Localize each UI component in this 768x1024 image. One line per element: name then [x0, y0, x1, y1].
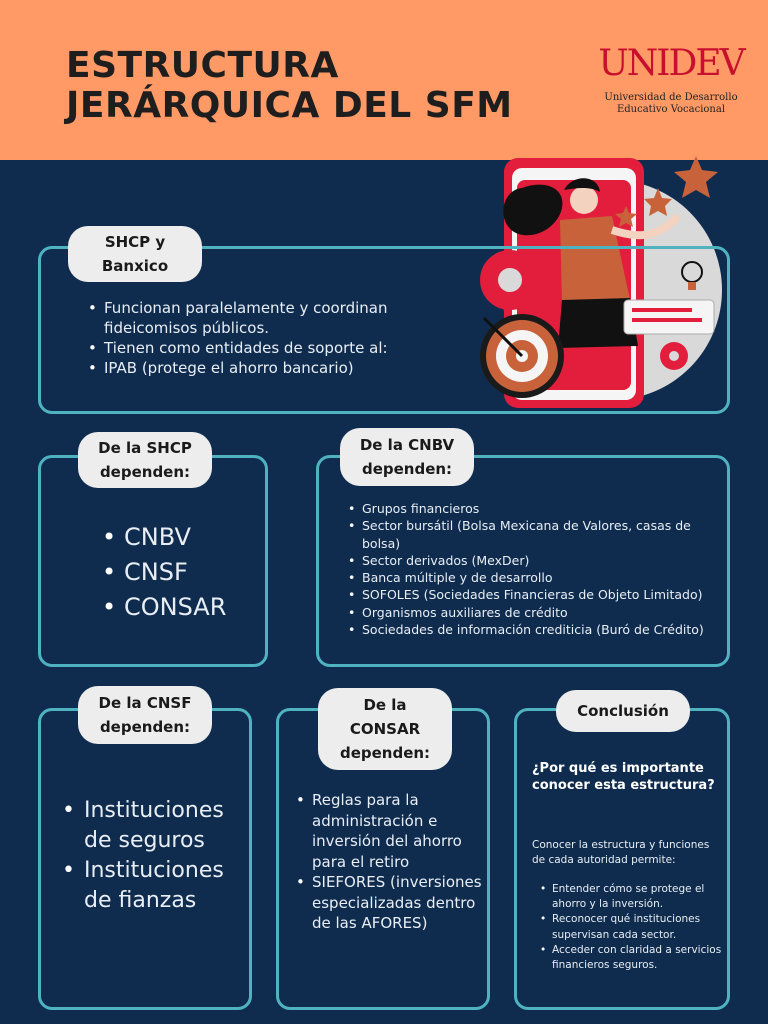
list-item: • Funcionan paralelamente y coordinan fideicomisos públicos.: [104, 298, 444, 338]
consar-label-line-2: CONSAR: [349, 720, 421, 738]
list-item: • Instituciones de seguros: [84, 796, 244, 856]
page-title: [66, 46, 513, 126]
list-item: • CONSAR: [124, 590, 226, 625]
cnbv-label: [340, 428, 474, 486]
consar-list: [312, 790, 482, 934]
cnbv-label-line-2: dependen:: [361, 460, 453, 478]
shcp-banxico-label-line-2: Banxico: [101, 257, 169, 275]
shcp-label-line-1: De la SHCP: [98, 439, 192, 457]
title-line-2: JERÁRQUICA DEL SFM: [66, 85, 513, 126]
header-banner: [0, 0, 768, 160]
list-item: • Banca múltiple y de desarrollo: [362, 569, 712, 586]
logo-subtitle: [586, 92, 756, 116]
cnsf-list: [84, 796, 244, 916]
list-item: • Sociedades de información crediticia (Buró de Crédito): [362, 621, 712, 638]
shcp-banxico-label: [68, 226, 202, 282]
list-item: • SIEFORES (inversiones especializadas dentro de las AFORES): [312, 872, 482, 934]
shcp-label: [78, 432, 212, 488]
title-line-1: ESTRUCTURA: [66, 45, 339, 86]
unidev-logo: [586, 44, 756, 116]
logo-subtitle-line-2: Educativo Vocacional: [616, 104, 726, 115]
list-item: • CNSF: [124, 555, 226, 590]
shcp-list: [124, 520, 226, 625]
woman-face: [570, 186, 598, 214]
cnsf-label-line-1: De la CNSF: [98, 694, 192, 712]
logo-wordmark: UNIDEV: [598, 43, 744, 84]
consar-label-line-3: dependen:: [339, 744, 431, 762]
consar-label-line-1: De la: [363, 696, 407, 714]
cnsf-label-line-2: dependen:: [99, 718, 191, 736]
list-item: • Instituciones de fianzas: [84, 856, 244, 916]
list-item: • CNBV: [124, 520, 226, 555]
conclusion-question: ¿Por qué es importante conocer esta estructura?: [532, 761, 715, 793]
shcp-banxico-label-line-1: SHCP y: [104, 233, 166, 251]
list-item: • Reconocer qué instituciones supervisan cada sector.: [552, 912, 722, 942]
conclusion-label-text: Conclusión: [577, 702, 669, 720]
shcp-banxico-list: [104, 298, 444, 378]
shcp-label-line-2: dependen:: [99, 463, 191, 481]
list-item: • Acceder con claridad a servicios financieros seguros.: [552, 943, 722, 973]
list-item: • IPAB (protege el ahorro bancario): [104, 358, 444, 378]
list-item: • Organismos auxiliares de crédito: [362, 604, 712, 621]
list-item: • Entender cómo se protege el ahorro y la inversión.: [552, 882, 722, 912]
list-item: • Sector bursátil (Bolsa Mexicana de Valores, casas de bolsa): [362, 517, 712, 552]
cnbv-label-line-1: De la CNBV: [359, 436, 455, 454]
conclusion-text: Conocer la estructura y funciones de cada autoridad permite:: [532, 839, 710, 866]
list-item: • SOFOLES (Sociedades Financieras de Objeto Limitado): [362, 586, 712, 603]
consar-label: [318, 688, 452, 770]
list-item: • Sector derivados (MexDer): [362, 552, 712, 569]
list-item: • Tienen como entidades de soporte al:: [104, 338, 444, 358]
conclusion-label: [556, 690, 690, 732]
cnbv-list: [362, 500, 712, 638]
cnsf-label: [78, 686, 212, 744]
logo-subtitle-line-1: Universidad de Desarrollo: [604, 92, 738, 103]
conclusion-list: [552, 882, 722, 973]
list-item: • Reglas para la administración e inversión del ahorro para el retiro: [312, 790, 482, 872]
list-item: • Grupos financieros: [362, 500, 712, 517]
